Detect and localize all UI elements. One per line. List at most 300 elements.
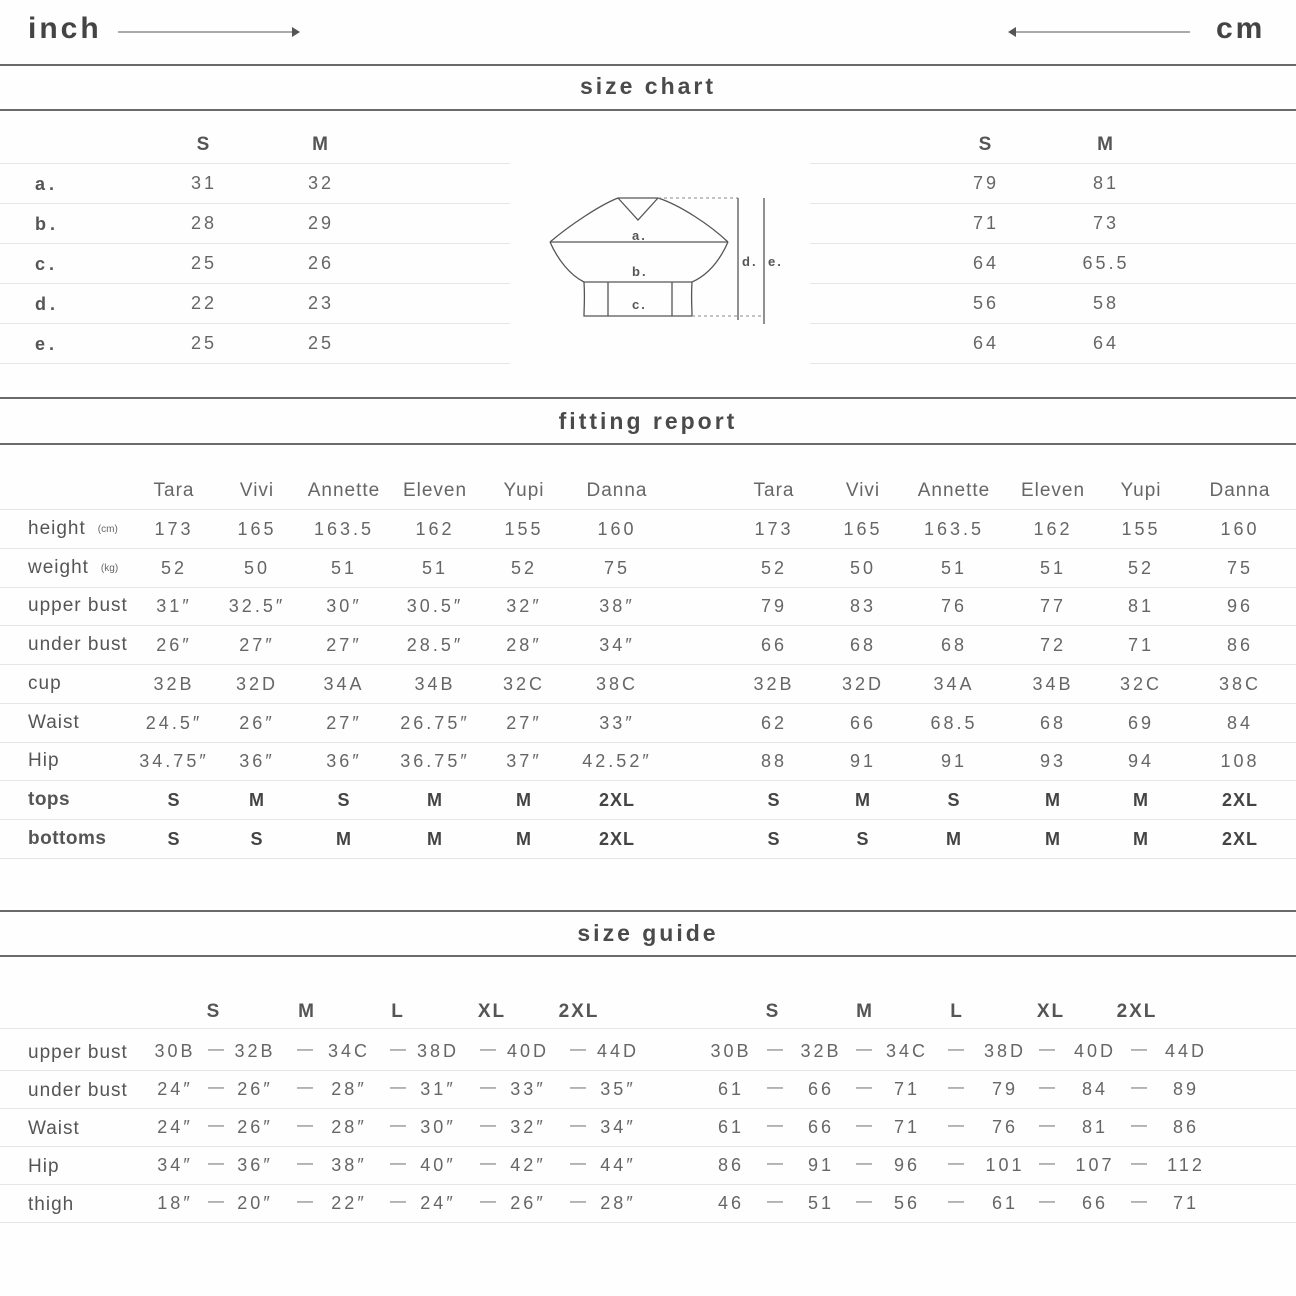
separator-dash: —: [570, 1041, 586, 1058]
row-divider: [0, 703, 1296, 704]
fitting-value: 160: [1220, 519, 1260, 539]
diagram-label: d.: [742, 254, 758, 269]
fitting-value: 38C: [595, 673, 639, 694]
fitting-value: 52: [1127, 557, 1155, 578]
fitting-value: 66: [849, 712, 877, 733]
fitting-value: 34A: [323, 673, 365, 694]
separator-dash: —: [208, 1117, 224, 1134]
divider: [0, 443, 1296, 445]
row-divider: [0, 243, 510, 244]
separator-dash: —: [767, 1155, 783, 1172]
separator-dash: —: [856, 1155, 872, 1172]
size-header: XL: [1036, 1001, 1066, 1022]
inch-value: 26: [307, 253, 335, 273]
row-divider: [0, 1222, 1296, 1223]
fitting-value: 24.5″: [145, 712, 203, 733]
guide-value: 20″: [237, 1193, 273, 1213]
row-divider: [0, 1184, 1296, 1185]
fitting-value: 94: [1127, 751, 1155, 772]
guide-value: 96: [893, 1155, 921, 1175]
fitting-value: 26″: [239, 712, 275, 733]
separator-dash: —: [297, 1155, 313, 1172]
size-header: S: [206, 1001, 222, 1022]
diagram-label: c.: [632, 297, 647, 312]
row-divider: [0, 1028, 1296, 1029]
separator-dash: —: [1039, 1041, 1055, 1058]
guide-value: 101: [985, 1155, 1025, 1175]
guide-value: 40D: [1073, 1041, 1117, 1061]
row-divider: [0, 858, 1296, 859]
model-name: Eleven: [402, 480, 468, 501]
fitting-value: 34B: [414, 673, 456, 694]
cm-value: 56: [972, 293, 1000, 313]
guide-row-label: Waist: [28, 1118, 80, 1139]
fitting-value: 26″: [156, 635, 192, 656]
fitting-value: 28.5″: [406, 635, 464, 656]
size-header: 2XL: [558, 1001, 600, 1022]
cm-value: 73: [1092, 213, 1120, 233]
separator-dash: —: [1039, 1079, 1055, 1096]
guide-value: 86: [717, 1155, 745, 1175]
separator-dash: —: [297, 1041, 313, 1058]
row-divider: [810, 243, 1296, 244]
separator-dash: —: [570, 1193, 586, 1210]
fitting-value: 38C: [1218, 673, 1262, 694]
fitting-value: S: [167, 828, 181, 849]
fitting-value: 27″: [239, 635, 275, 656]
guide-value: 33″: [510, 1079, 546, 1099]
guide-value: 71: [893, 1117, 921, 1137]
cm-value: 64: [1092, 333, 1120, 353]
fitting-value: 36.75″: [400, 751, 470, 772]
fitting-value: M: [427, 789, 443, 810]
row-divider: [0, 664, 1296, 665]
fitting-value: 32C: [1119, 673, 1163, 694]
row-divider: [0, 780, 1296, 781]
right-arrow-icon: [116, 24, 302, 40]
guide-value: 24″: [420, 1193, 456, 1213]
fitting-value: 163.5: [923, 519, 985, 539]
model-name: Annette: [307, 480, 381, 501]
size-header: XL: [477, 1001, 507, 1022]
fitting-value: 32B: [153, 673, 195, 694]
row-divider: [0, 283, 510, 284]
size-guide-title: size guide: [577, 920, 719, 946]
guide-value: 44D: [596, 1041, 640, 1061]
fitting-value: 91: [849, 751, 877, 772]
inch-value: 28: [190, 213, 218, 233]
fitting-row-label: upper bust: [28, 595, 128, 617]
guide-value: 22″: [331, 1193, 367, 1213]
divider: [0, 109, 1296, 111]
measure-label: a.: [35, 174, 59, 194]
guide-value: 44D: [1164, 1041, 1208, 1061]
fitting-value: 75: [603, 557, 631, 578]
separator-dash: —: [570, 1079, 586, 1096]
separator-dash: —: [856, 1193, 872, 1210]
fitting-value: 52: [510, 557, 538, 578]
inch-value: 23: [307, 293, 335, 313]
separator-dash: —: [1131, 1155, 1147, 1172]
cm-unit-label: cm: [1216, 12, 1266, 45]
guide-value: 91: [807, 1155, 835, 1175]
fitting-value: 162: [1033, 519, 1073, 539]
separator-dash: —: [390, 1079, 406, 1096]
separator-dash: —: [856, 1117, 872, 1134]
fitting-value: 34.75″: [139, 751, 209, 772]
fitting-value: 71: [1127, 635, 1155, 656]
separator-dash: —: [208, 1155, 224, 1172]
measure-label: e.: [35, 334, 59, 354]
guide-value: 24″: [157, 1079, 193, 1099]
guide-value: 32B: [800, 1041, 842, 1061]
row-divider: [0, 1108, 1296, 1109]
size-header: M: [298, 1001, 316, 1022]
fitting-value: 163.5: [313, 519, 375, 539]
fitting-row-label: Hip: [28, 750, 60, 772]
fitting-value: 108: [1220, 751, 1260, 772]
size-header: L: [950, 1001, 964, 1022]
separator-dash: —: [767, 1193, 783, 1210]
model-name: Eleven: [1020, 480, 1086, 501]
fitting-value: 37″: [506, 751, 542, 772]
fitting-value: M: [1045, 828, 1061, 849]
left-arrow-icon: [1006, 24, 1192, 40]
fitting-value: 91: [940, 751, 968, 772]
row-divider: [0, 587, 1296, 588]
fitting-value: 155: [1121, 519, 1161, 539]
fitting-value: 155: [504, 519, 544, 539]
model-name: Annette: [917, 480, 991, 501]
fitting-value: 27″: [326, 635, 362, 656]
guide-value: 66: [807, 1117, 835, 1137]
separator-dash: —: [1131, 1117, 1147, 1134]
diagram-label: e.: [768, 254, 783, 269]
guide-value: 61: [717, 1117, 745, 1137]
fitting-value: 165: [237, 519, 277, 539]
inch-value: 25: [307, 333, 335, 353]
fitting-value: 33″: [599, 712, 635, 733]
fitting-value: 76: [940, 596, 968, 617]
size-header: L: [391, 1001, 405, 1022]
fitting-value: 36″: [239, 751, 275, 772]
fitting-value: 88: [760, 751, 788, 772]
fitting-value: 51: [421, 557, 449, 578]
inch-value: 29: [307, 213, 335, 233]
guide-value: 61: [717, 1079, 745, 1099]
fitting-value: 86: [1226, 635, 1254, 656]
row-divider: [0, 548, 1296, 549]
fitting-value: 52: [160, 557, 188, 578]
fitting-value: 32C: [502, 673, 546, 694]
size-chart-title: size chart: [579, 73, 717, 99]
fitting-value: 69: [1127, 712, 1155, 733]
guide-value: 34C: [327, 1041, 371, 1061]
fitting-value: 165: [843, 519, 883, 539]
cm-value: 65.5: [1082, 253, 1130, 273]
guide-row-label: thigh: [28, 1194, 75, 1215]
guide-value: 38D: [983, 1041, 1027, 1061]
guide-value: 24″: [157, 1117, 193, 1137]
guide-value: 34″: [157, 1155, 193, 1175]
model-name: Danna: [586, 480, 648, 501]
size-header-inch: S: [196, 134, 212, 155]
fitting-value: M: [1133, 789, 1149, 810]
fitting-value: M: [855, 789, 871, 810]
model-name: Yupi: [1120, 480, 1162, 501]
fitting-value: 173: [154, 519, 194, 539]
guide-value: 112: [1167, 1155, 1205, 1175]
fitting-value: M: [1045, 789, 1061, 810]
separator-dash: —: [767, 1079, 783, 1096]
guide-value: 38″: [331, 1155, 367, 1175]
separator-dash: —: [297, 1079, 313, 1096]
fitting-value: 2XL: [598, 828, 636, 849]
model-name: Tara: [753, 480, 795, 501]
fitting-value: M: [427, 828, 443, 849]
fitting-value: 79: [760, 596, 788, 617]
row-divider: [810, 283, 1296, 284]
separator-dash: —: [1131, 1041, 1147, 1058]
separator-dash: —: [948, 1041, 964, 1058]
separator-dash: —: [480, 1193, 496, 1210]
fitting-value: S: [167, 789, 181, 810]
fitting-value: 50: [849, 557, 877, 578]
row-divider: [0, 625, 1296, 626]
divider: [0, 955, 1296, 957]
row-divider: [0, 1146, 1296, 1147]
guide-value: 34C: [885, 1041, 929, 1061]
fitting-value: 27″: [326, 712, 362, 733]
fitting-value: 32D: [235, 673, 279, 694]
separator-dash: —: [390, 1041, 406, 1058]
inch-value: 32: [307, 173, 335, 193]
separator-dash: —: [1039, 1117, 1055, 1134]
separator-dash: —: [948, 1155, 964, 1172]
divider: [0, 397, 1296, 399]
divider: [0, 910, 1296, 912]
separator-dash: —: [208, 1193, 224, 1210]
guide-value: 56: [893, 1193, 921, 1213]
fitting-value: 68: [849, 635, 877, 656]
model-name: Yupi: [503, 480, 545, 501]
guide-value: 18″: [157, 1193, 193, 1213]
separator-dash: —: [1131, 1079, 1147, 1096]
guide-value: 71: [1172, 1193, 1200, 1213]
diagram-label: a.: [632, 228, 647, 243]
guide-value: 26″: [237, 1079, 273, 1099]
size-header: S: [765, 1001, 781, 1022]
inch-value: 31: [190, 173, 218, 193]
fitting-value: M: [1133, 828, 1149, 849]
guide-value: 36″: [237, 1155, 273, 1175]
fitting-value: S: [250, 828, 264, 849]
cm-value: 64: [972, 333, 1000, 353]
diagram-label: b.: [632, 264, 648, 279]
fitting-value: 162: [415, 519, 455, 539]
fitting-value: 75: [1226, 557, 1254, 578]
fitting-value: M: [249, 789, 265, 810]
fitting-value: 51: [330, 557, 358, 578]
guide-value: 71: [893, 1079, 921, 1099]
separator-dash: —: [570, 1155, 586, 1172]
fitting-value: 32D: [841, 673, 885, 694]
row-divider: [810, 323, 1296, 324]
cm-value: 79: [972, 173, 1000, 193]
guide-value: 86: [1172, 1117, 1200, 1137]
measure-label: c.: [35, 254, 59, 274]
fitting-value: 42.52″: [582, 751, 652, 772]
row-divider: [0, 1070, 1296, 1071]
fitting-value: 26.75″: [400, 712, 470, 733]
fitting-value: S: [947, 789, 961, 810]
row-divider: [810, 363, 1296, 364]
guide-value: 35″: [600, 1079, 636, 1099]
model-name: Vivi: [845, 480, 881, 501]
fitting-row-label: height (cm): [28, 518, 118, 539]
fitting-value: 93: [1039, 751, 1067, 772]
separator-dash: —: [1039, 1193, 1055, 1210]
fitting-value: 68.5: [930, 712, 978, 733]
fitting-value: 77: [1039, 596, 1067, 617]
separator-dash: —: [948, 1193, 964, 1210]
fitting-value: M: [946, 828, 962, 849]
inch-value: 25: [190, 333, 218, 353]
fitting-value: 32″: [506, 596, 542, 617]
fitting-value: 32.5″: [228, 596, 286, 617]
model-name: Vivi: [239, 480, 275, 501]
separator-dash: —: [767, 1117, 783, 1134]
garment-diagram: [540, 190, 790, 330]
guide-value: 28″: [600, 1193, 636, 1213]
fitting-row-label: weight (kg): [28, 556, 119, 578]
separator-dash: —: [948, 1079, 964, 1096]
cm-value: 81: [1092, 173, 1120, 193]
row-divider: [0, 819, 1296, 820]
fitting-value: M: [516, 789, 532, 810]
fitting-value: 51: [940, 557, 968, 578]
fitting-value: 34B: [1032, 673, 1074, 694]
fitting-value: 34″: [599, 635, 635, 656]
fitting-value: 81: [1127, 596, 1155, 617]
fitting-value: 84: [1226, 712, 1254, 733]
row-divider: [0, 363, 510, 364]
row-divider: [0, 742, 1296, 743]
guide-value: 31″: [420, 1079, 456, 1099]
size-header: 2XL: [1116, 1001, 1158, 1022]
fitting-value: 83: [849, 596, 877, 617]
guide-value: 51: [807, 1193, 835, 1213]
fitting-value: S: [337, 789, 351, 810]
row-divider: [0, 163, 510, 164]
fitting-value: 66: [760, 635, 788, 656]
size-header-cm: S: [978, 134, 994, 155]
fitting-value: 34A: [933, 673, 975, 694]
guide-value: 26″: [510, 1193, 546, 1213]
separator-dash: —: [480, 1117, 496, 1134]
guide-value: 40D: [506, 1041, 550, 1061]
fitting-value: 160: [597, 519, 637, 539]
guide-value: 28″: [331, 1079, 367, 1099]
guide-value: 34″: [600, 1117, 636, 1137]
guide-value: 66: [807, 1079, 835, 1099]
separator-dash: —: [570, 1117, 586, 1134]
separator-dash: —: [390, 1155, 406, 1172]
fitting-value: 72: [1039, 635, 1067, 656]
fitting-value: 68: [940, 635, 968, 656]
fitting-value: 2XL: [598, 789, 636, 810]
guide-value: 61: [991, 1193, 1019, 1213]
fitting-row-label: Waist: [28, 711, 80, 733]
separator-dash: —: [1131, 1193, 1147, 1210]
measure-label: b.: [35, 214, 59, 234]
fitting-value: 62: [760, 712, 788, 733]
row-divider: [0, 323, 510, 324]
fitting-value: 51: [1039, 557, 1067, 578]
cm-value: 71: [972, 213, 1000, 233]
model-name: Danna: [1209, 480, 1271, 501]
measure-label: d.: [35, 294, 59, 314]
fitting-report-title: fitting report: [558, 408, 738, 434]
fitting-value: 28″: [506, 635, 542, 656]
fitting-row-label: under bust: [28, 634, 128, 656]
separator-dash: —: [767, 1041, 783, 1058]
fitting-row-label: bottoms: [28, 827, 107, 849]
guide-value: 107: [1075, 1155, 1115, 1175]
row-divider: [810, 203, 1296, 204]
row-divider: [810, 163, 1296, 164]
separator-dash: —: [948, 1117, 964, 1134]
fitting-value: S: [767, 789, 781, 810]
fitting-value: 2XL: [1221, 828, 1259, 849]
fitting-value: S: [767, 828, 781, 849]
guide-value: 30B: [154, 1041, 196, 1061]
fitting-value: 27″: [506, 712, 542, 733]
guide-value: 89: [1172, 1079, 1200, 1099]
inch-value: 25: [190, 253, 218, 273]
inch-value: 22: [190, 293, 218, 313]
separator-dash: —: [480, 1155, 496, 1172]
guide-value: 66: [1081, 1193, 1109, 1213]
model-name: Tara: [153, 480, 195, 501]
row-divider: [0, 203, 510, 204]
guide-value: 32B: [234, 1041, 276, 1061]
guide-value: 44″: [600, 1155, 636, 1175]
fitting-value: 32B: [753, 673, 795, 694]
fitting-row-label: cup: [28, 672, 62, 694]
fitting-value: 38″: [599, 596, 635, 617]
guide-value: 42″: [510, 1155, 546, 1175]
size-header: M: [856, 1001, 874, 1022]
separator-dash: —: [297, 1193, 313, 1210]
separator-dash: —: [1039, 1155, 1055, 1172]
guide-value: 26″: [237, 1117, 273, 1137]
fitting-value: 96: [1226, 596, 1254, 617]
guide-value: 40″: [420, 1155, 456, 1175]
guide-row-label: under bust: [28, 1080, 128, 1101]
separator-dash: —: [856, 1041, 872, 1058]
guide-value: 81: [1081, 1117, 1109, 1137]
separator-dash: —: [208, 1041, 224, 1058]
row-divider: [0, 509, 1296, 510]
size-header-inch: M: [312, 134, 330, 155]
size-header-cm: M: [1097, 134, 1115, 155]
fitting-value: 68: [1039, 712, 1067, 733]
fitting-value: 36″: [326, 751, 362, 772]
separator-dash: —: [856, 1079, 872, 1096]
fitting-value: 2XL: [1221, 789, 1259, 810]
divider: [0, 64, 1296, 66]
